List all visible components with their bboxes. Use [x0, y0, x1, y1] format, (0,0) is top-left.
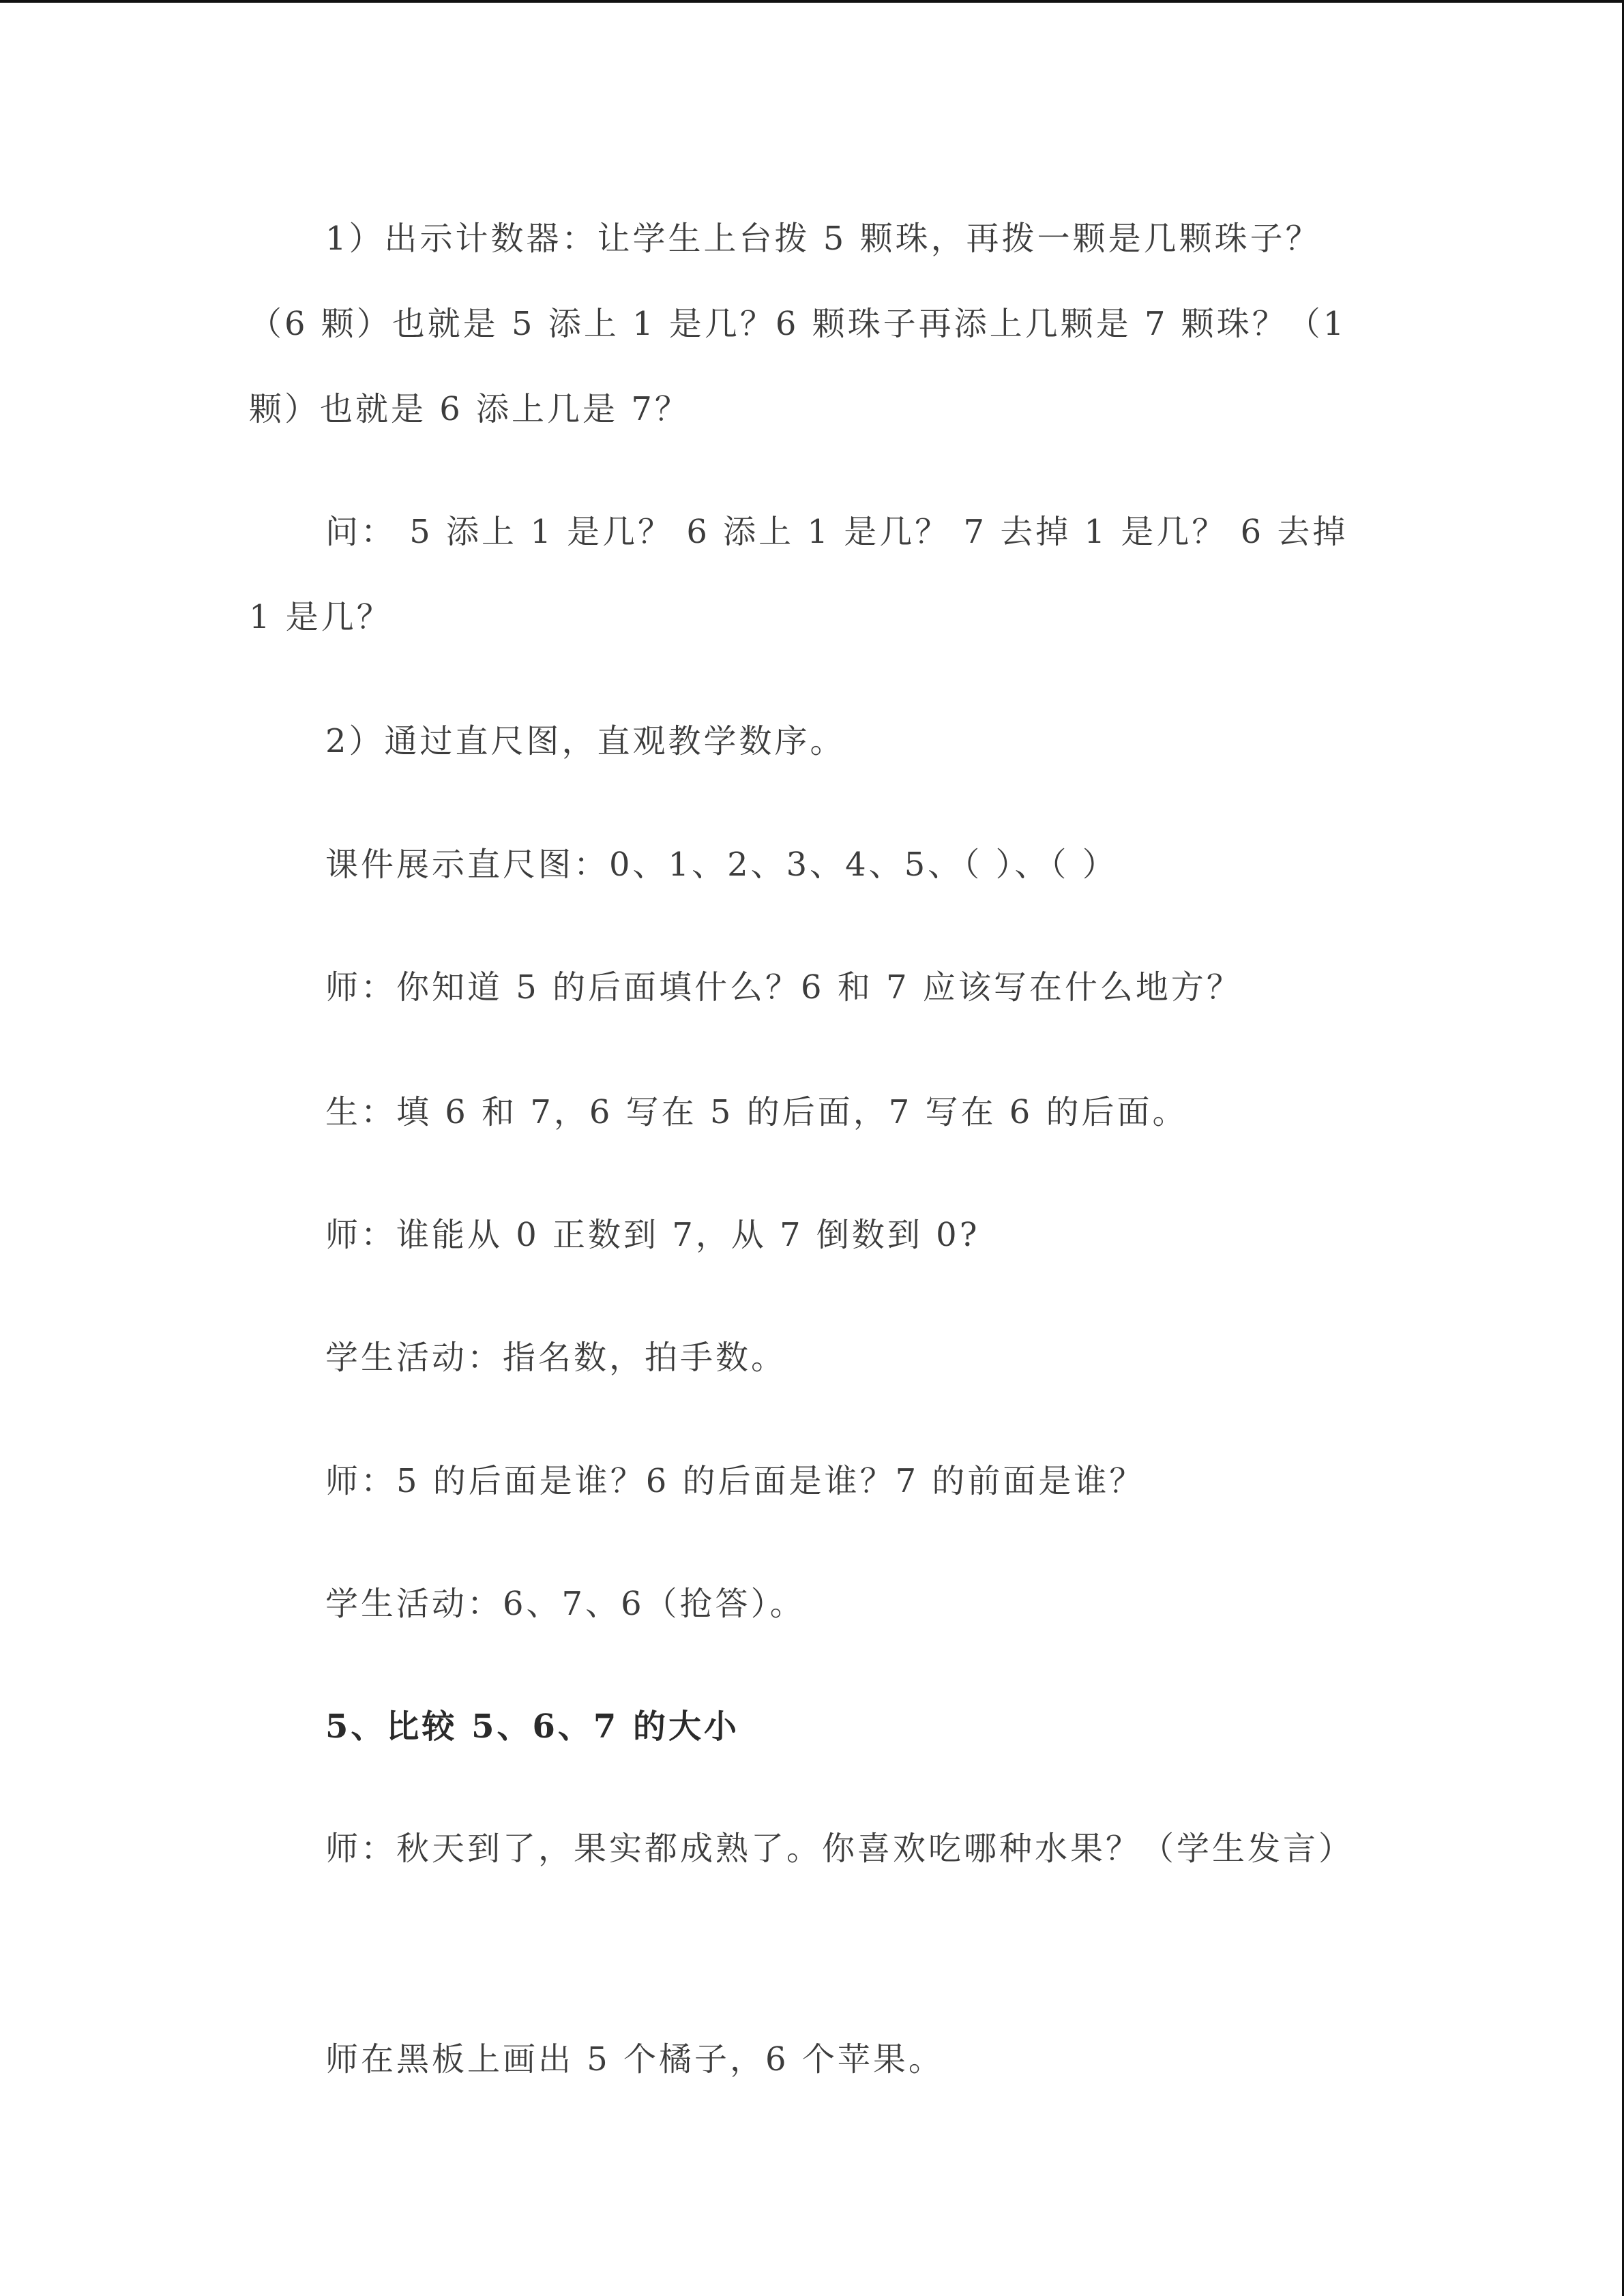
- paragraph-student-activity-answer: 学生活动：6、7、6（抢答）。: [325, 1585, 806, 1623]
- paragraph-counter-demo: 1）出示计数器：让学生上台拨 5 颗珠，再拨一颗是几颗珠子？（6 颗）也就是 5 添上 1 是几？6 颗珠子再添上几颗是 7 颗珠？（1 颗）也就是 6 添上几是 7？: [249, 220, 1347, 428]
- paragraph-teacher-autumn-fruit: 师：秋天到了，果实都成熟了。你喜欢吃哪种水果？（学生发言）: [325, 1830, 1355, 1868]
- paragraph-question-add-remove: 问： 5 添上 1 是几？ 6 添上 1 是几？ 7 去掉 1 是几？ 6 去掉 1 是几？: [249, 513, 1348, 636]
- section-heading-compare: 5、比较 5、6、7 的大小: [325, 1708, 740, 1746]
- paragraph-student-activity-count: 学生活动：指名数，拍手数。: [325, 1339, 787, 1377]
- paragraph-teacher-fill-question: 师：你知道 5 的后面填什么？6 和 7 应该写在什么地方？: [325, 968, 1242, 1007]
- paragraph-student-fill-answer: 生：填 6 和 7，6 写在 5 的后面，7 写在 6 的后面。: [325, 1093, 1188, 1131]
- paragraph-teacher-order-question: 师：5 的后面是谁？6 的后面是谁？7 的前面是谁？: [325, 1462, 1145, 1500]
- paragraph-teacher-draws-fruit: 师在黑板上画出 5 个橘子，6 个苹果。: [325, 2040, 944, 2078]
- paragraph-ruler-courseware: 课件展示直尺图：0、1、2、3、4、5、（ ）、（ ）: [325, 846, 1118, 884]
- paragraph-ruler-intro: 2）通过直尺图，直观教学数序。: [325, 722, 846, 760]
- page-top-border: [0, 0, 1624, 3]
- paragraph-teacher-count-question: 师：谁能从 0 正数到 7，从 7 倒数到 0?: [325, 1216, 980, 1254]
